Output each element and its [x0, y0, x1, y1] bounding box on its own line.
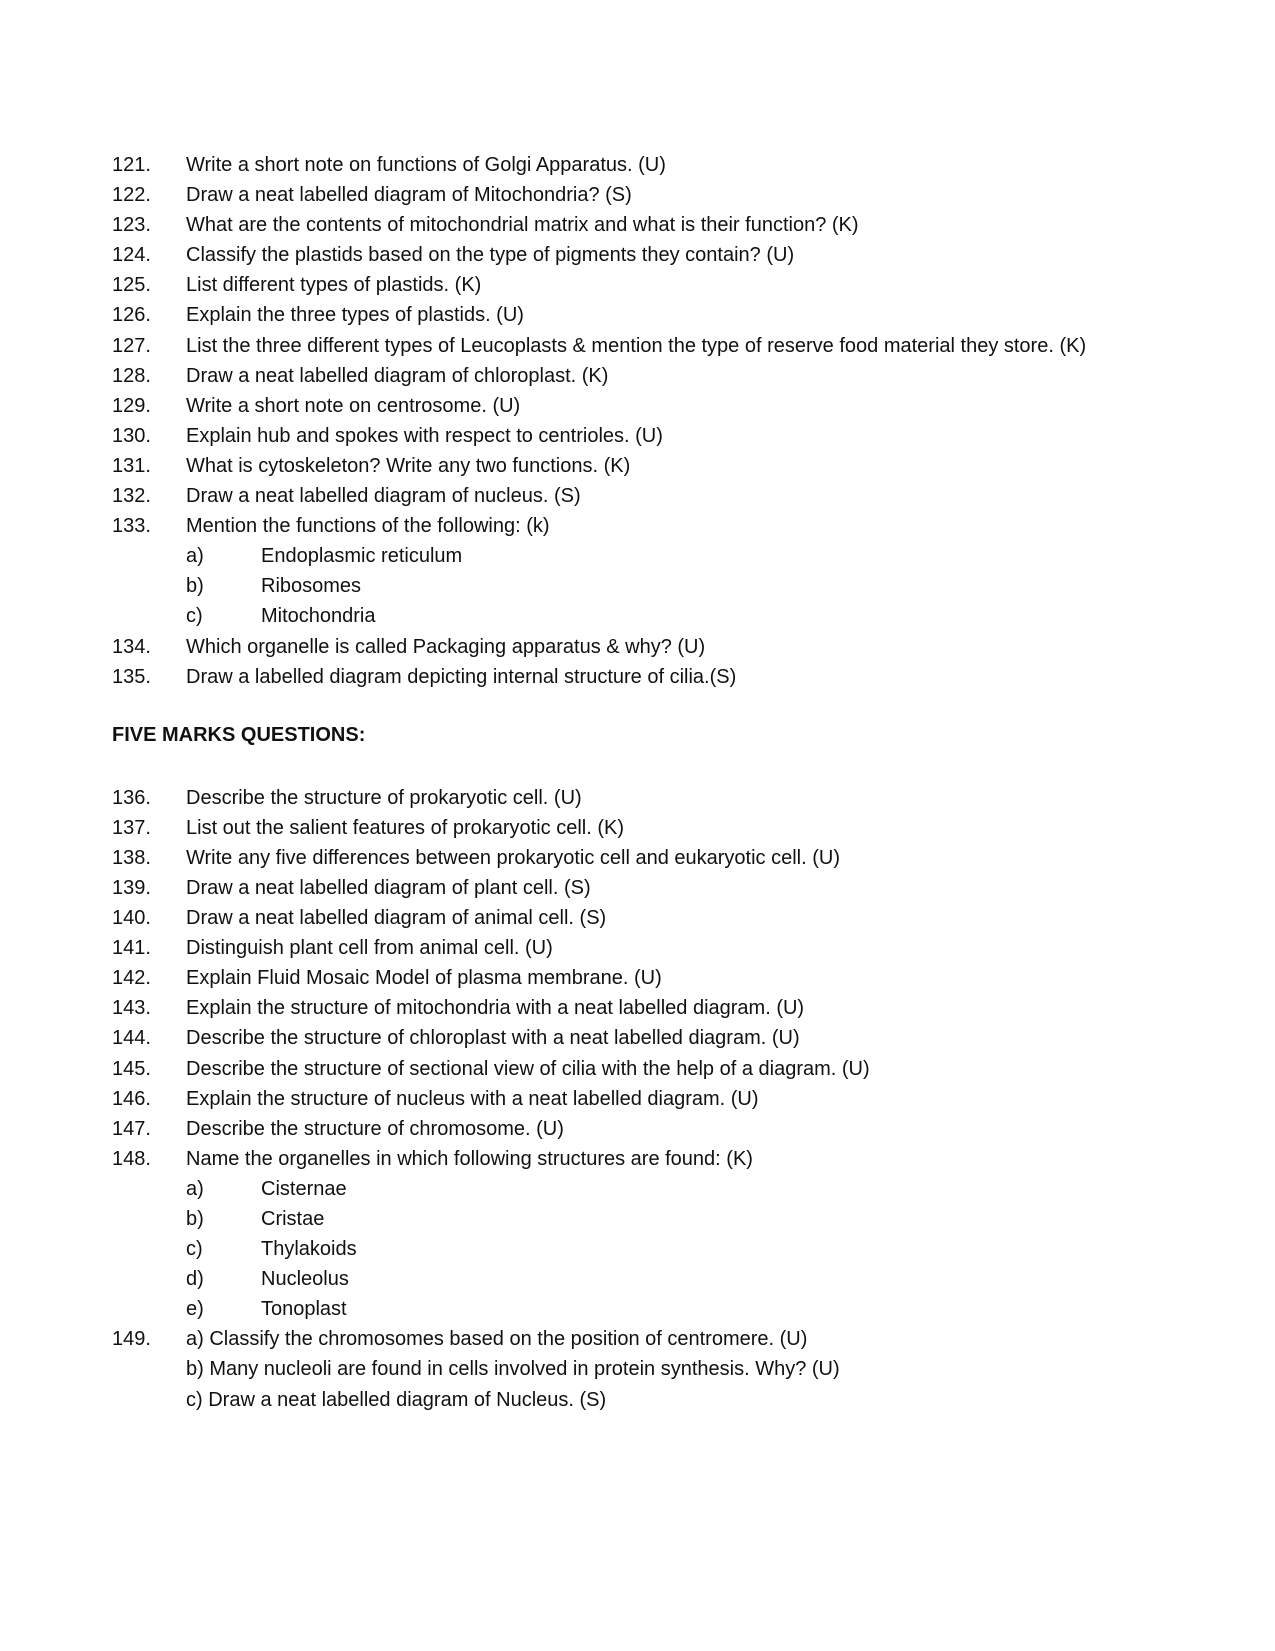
- sub-item-letter: d): [186, 1268, 204, 1291]
- question-number: 139.: [112, 876, 151, 899]
- question-number: 127.: [112, 334, 151, 357]
- question-number: 137.: [112, 816, 151, 839]
- sub-item: [112, 571, 1275, 601]
- question-text: List different types of plastids. (K): [186, 274, 482, 297]
- sub-item-text: Cristae: [261, 1208, 325, 1230]
- question-number: 132.: [112, 485, 151, 508]
- question-text: Which organelle is called Packaging apparatus & why? (U): [186, 635, 706, 658]
- question-item: [112, 361, 1275, 391]
- sub-item: [112, 1174, 1275, 1204]
- question-item: [112, 481, 1275, 511]
- question-number: 134.: [112, 635, 151, 658]
- question-item: [112, 451, 1275, 481]
- question-item: [112, 993, 1275, 1023]
- sub-item-text: Nucleolus: [261, 1268, 349, 1291]
- question-item: [112, 1324, 1275, 1354]
- question-text: Distinguish plant cell from animal cell. (U): [186, 937, 553, 960]
- question-number: 123.: [112, 214, 151, 237]
- question-text: Draw a neat labelled diagram of nucleus. (S): [186, 485, 581, 508]
- question-item: [112, 331, 1275, 361]
- question-text: Draw a neat labelled diagram of Mitochondria? (S): [186, 184, 632, 207]
- question-item: [112, 1114, 1275, 1144]
- question-number: 146.: [112, 1087, 151, 1110]
- question-item: [112, 300, 1275, 330]
- question-item: [112, 843, 1275, 873]
- question-text: Describe the structure of prokaryotic cell. (U): [186, 786, 582, 809]
- question-list-five-marks: [112, 783, 1275, 1415]
- sub-item-text: Mitochondria: [261, 605, 376, 628]
- question-number: 149.: [112, 1328, 151, 1351]
- sub-item-letter: b): [186, 575, 204, 598]
- question-text: Draw a neat labelled diagram of plant cell. (S): [186, 876, 591, 899]
- question-text: List the three different types of Leucoplasts & mention the type of reserve food material they store. (K): [186, 334, 1087, 357]
- question-item: [112, 903, 1275, 933]
- question-text: Name the organelles in which following structures are found: (K): [186, 1147, 753, 1170]
- question-number: 133.: [112, 515, 151, 538]
- sub-item-text: Endoplasmic reticulum: [261, 545, 463, 568]
- question-item: [112, 150, 1275, 180]
- sub-item-letter: c): [186, 605, 203, 628]
- question-text: What is cytoskeleton? Write any two functions. (K): [186, 454, 631, 477]
- question-number: 136.: [112, 786, 151, 809]
- sub-item: [112, 1294, 1275, 1324]
- question-item: [112, 210, 1275, 240]
- question-part: [112, 1354, 1275, 1384]
- sub-item: [112, 541, 1275, 571]
- question-text: What are the contents of mitochondrial matrix and what is their function? (K): [186, 214, 859, 237]
- sub-item: [112, 601, 1275, 631]
- question-item: [112, 421, 1275, 451]
- question-number: 129.: [112, 394, 151, 417]
- question-number: 147.: [112, 1117, 151, 1140]
- question-item: [112, 813, 1275, 843]
- sub-item-text: Tonoplast: [261, 1298, 347, 1321]
- question-text: Describe the structure of chromosome. (U): [186, 1117, 564, 1140]
- sub-item: [112, 1204, 1275, 1234]
- question-item: [112, 180, 1275, 210]
- question-number: 124.: [112, 244, 151, 267]
- question-text: Classify the plastids based on the type of pigments they contain? (U): [186, 244, 795, 267]
- question-number: 142.: [112, 967, 151, 990]
- question-number: 130.: [112, 424, 151, 447]
- question-text: Draw a labelled diagram depicting internal structure of cilia.(S): [186, 665, 737, 688]
- question-item: [112, 270, 1275, 300]
- question-text: Explain Fluid Mosaic Model of plasma membrane. (U): [186, 967, 662, 990]
- question-item: [112, 240, 1275, 270]
- question-text: Explain the structure of mitochondria with a neat labelled diagram. (U): [186, 997, 805, 1020]
- question-text: Draw a neat labelled diagram of animal cell. (S): [186, 907, 607, 930]
- sub-item-letter: c): [186, 1238, 203, 1261]
- question-item: [112, 1054, 1275, 1084]
- question-item: [112, 1084, 1275, 1114]
- question-item: [112, 783, 1275, 813]
- question-text: Write a short note on functions of Golgi Apparatus. (U): [186, 154, 666, 176]
- question-part-text: b) Many nucleoli are found in cells involved in protein synthesis. Why? (U): [186, 1358, 840, 1381]
- question-number: 126.: [112, 304, 151, 327]
- question-item: [112, 963, 1275, 993]
- question-number: 122.: [112, 184, 151, 207]
- question-text: Write any five differences between prokaryotic cell and eukaryotic cell. (U): [186, 846, 840, 869]
- question-part-text: c) Draw a neat labelled diagram of Nucleus. (S): [186, 1388, 607, 1411]
- question-text: Explain hub and spokes with respect to centrioles. (U): [186, 424, 663, 447]
- question-text: Describe the structure of sectional view of cilia with the help of a diagram. (U): [186, 1057, 870, 1080]
- question-item: [112, 873, 1275, 903]
- sub-item: [112, 1234, 1275, 1264]
- question-number: 138.: [112, 846, 151, 869]
- question-number: 121.: [112, 154, 151, 176]
- sub-item-text: Ribosomes: [261, 575, 362, 598]
- question-text: Mention the functions of the following: (k): [186, 515, 550, 538]
- question-number: 145.: [112, 1057, 151, 1080]
- question-item: [112, 632, 1275, 662]
- sub-item: [112, 1264, 1275, 1294]
- question-item: [112, 662, 1275, 692]
- question-number: 143.: [112, 997, 151, 1020]
- question-text: Draw a neat labelled diagram of chloroplast. (K): [186, 364, 609, 387]
- question-item: [112, 1144, 1275, 1174]
- sub-item-text: Cisternae: [261, 1177, 347, 1200]
- question-number: 125.: [112, 274, 151, 297]
- question-item: [112, 511, 1275, 541]
- sub-item-letter: e): [186, 1298, 204, 1321]
- question-number: 144.: [112, 1027, 151, 1050]
- question-text: Explain the structure of nucleus with a neat labelled diagram. (U): [186, 1087, 759, 1110]
- question-item: [112, 1023, 1275, 1053]
- section-heading: FIVE MARKS QUESTIONS:: [112, 723, 366, 746]
- question-number: 140.: [112, 907, 151, 930]
- question-number: 128.: [112, 364, 151, 387]
- question-number: 148.: [112, 1147, 151, 1170]
- question-part: [112, 1385, 1275, 1415]
- question-number: 135.: [112, 665, 151, 688]
- question-number: 141.: [112, 937, 151, 960]
- question-item: [112, 933, 1275, 963]
- question-text: List out the salient features of prokaryotic cell. (K): [186, 816, 624, 839]
- question-text: Write a short note on centrosome. (U): [186, 394, 521, 417]
- question-list-short: [112, 150, 1275, 692]
- sub-item-text: Thylakoids: [261, 1238, 357, 1261]
- question-part-text: a) Classify the chromosomes based on the position of centromere. (U): [186, 1328, 808, 1351]
- sub-item-letter: b): [186, 1208, 204, 1230]
- question-number: 131.: [112, 454, 151, 477]
- sub-item-letter: a): [186, 1177, 204, 1200]
- question-text: Describe the structure of chloroplast with a neat labelled diagram. (U): [186, 1027, 800, 1050]
- question-item: [112, 391, 1275, 421]
- sub-item-letter: a): [186, 545, 204, 568]
- question-text: Explain the three types of plastids. (U): [186, 304, 524, 327]
